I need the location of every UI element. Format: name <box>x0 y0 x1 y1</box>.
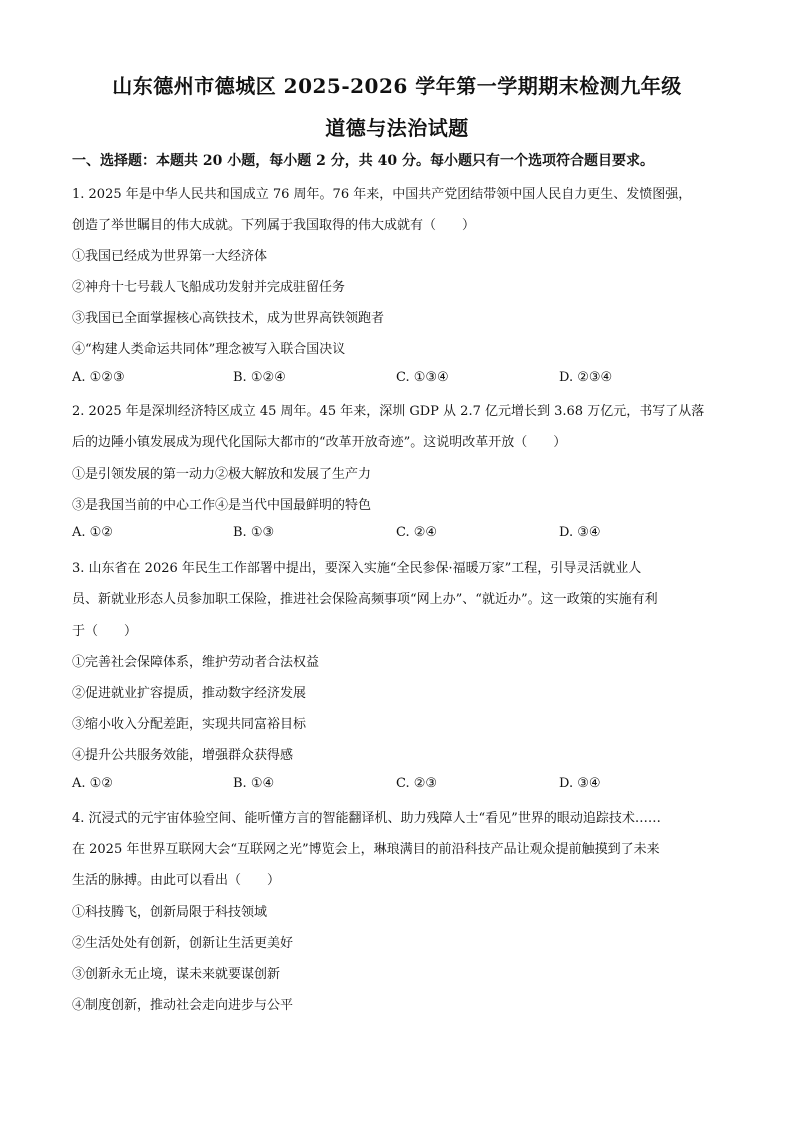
q3-option-a: A. ①② <box>72 776 113 791</box>
q3-stem: 于（ ） <box>72 624 138 639</box>
q4-item: ④制度创新，推动社会走向进步与公平 <box>72 998 294 1013</box>
q2-option-a: A. ①② <box>72 525 113 540</box>
q1-item: ②神舟十七号载人飞船成功发射并完成驻留任务 <box>72 280 346 295</box>
q3-item: ③缩小收入分配差距，实现共同富裕目标 <box>72 717 307 732</box>
q4-item: ③创新永无止境，谋未来就要谋创新 <box>72 967 281 982</box>
q4-stem: 在 2025 年世界互联网大会“互联网之光”博览会上，琳琅满目的前沿科技产品让观众提前触摸到了未来 <box>72 842 660 857</box>
q3-item: ④提升公共服务效能，增强群众获得感 <box>72 748 294 763</box>
q3-option-c: C. ②③ <box>396 776 438 791</box>
q3-option-d: D. ③④ <box>559 776 601 791</box>
q1-option-d: D. ②③④ <box>559 370 613 385</box>
q1-option-b: B. ①②④ <box>233 370 286 385</box>
q1-option-a: A. ①②③ <box>72 370 125 385</box>
q4-stem: 4. 沉浸式的元宇宙体验空间、能听懂方言的智能翻译机、助力残障人士“看见”世界的眼动追踪技术…… <box>72 811 661 826</box>
q2-option-c: C. ②④ <box>396 525 438 540</box>
q3-stem: 3. 山东省在 2026 年民生工作部署中提出，要深入实施“全民参保·福暖万家”工程，引导灵活就业人 <box>72 561 642 576</box>
exam-subject-title: 道德与法治试题 <box>325 116 469 140</box>
q2-stem: 后的边陲小镇发展成为现代化国际大都市的“改革开放奇迹”。这说明改革开放（ ） <box>72 435 567 450</box>
q4-item: ②生活处处有创新，创新让生活更美好 <box>72 936 294 951</box>
q2-item: ①是引领发展的第一动力②极大解放和发展了生产力 <box>72 467 372 482</box>
q1-option-c: C. ①③④ <box>396 370 449 385</box>
q1-item: ④“构建人类命运共同体”理念被写入联合国决议 <box>72 342 346 357</box>
q2-stem: 2. 2025 年是深圳经济特区成立 45 周年。45 年来，深圳 GDP 从 2.7 亿元增长到 3.68 万亿元，书写了从落 <box>72 404 705 419</box>
q3-item: ②促进就业扩容提质，推动数字经济发展 <box>72 686 307 701</box>
exam-title: 山东德州市德城区 2025-2026 学年第一学期期末检测九年级 <box>112 74 682 98</box>
q3-item: ①完善社会保障体系，维护劳动者合法权益 <box>72 655 320 670</box>
q3-stem: 员、新就业形态人员参加职工保险，推进社会保险高频事项“网上办”、“就近办”。这一政策的实施有利 <box>72 592 658 607</box>
q3-option-b: B. ①④ <box>233 776 275 791</box>
q2-option-d: D. ③④ <box>559 525 601 540</box>
q2-item: ③是我国当前的中心工作④是当代中国最鲜明的特色 <box>72 498 372 513</box>
q1-item: ③我国已全面掌握核心高铁技术，成为世界高铁领跑者 <box>72 311 385 326</box>
section-header: 一、选择题：本题共 20 小题，每小题 2 分，共 40 分。每小题只有一个选项符合题目要求。 <box>72 153 654 169</box>
q1-stem: 创造了举世瞩目的伟大成就。下列属于我国取得的伟大成就有（ ） <box>72 218 476 233</box>
q2-option-b: B. ①③ <box>233 525 275 540</box>
q4-stem: 生活的脉搏。由此可以看出（ ） <box>72 873 281 888</box>
q1-stem: 1. 2025 年是中华人民共和国成立 76 周年。76 年来，中国共产党团结带领中国人民自力更生、发愤图强， <box>72 187 692 202</box>
q4-item: ①科技腾飞，创新局限于科技领域 <box>72 905 268 920</box>
q1-item: ①我国已经成为世界第一大经济体 <box>72 249 268 264</box>
